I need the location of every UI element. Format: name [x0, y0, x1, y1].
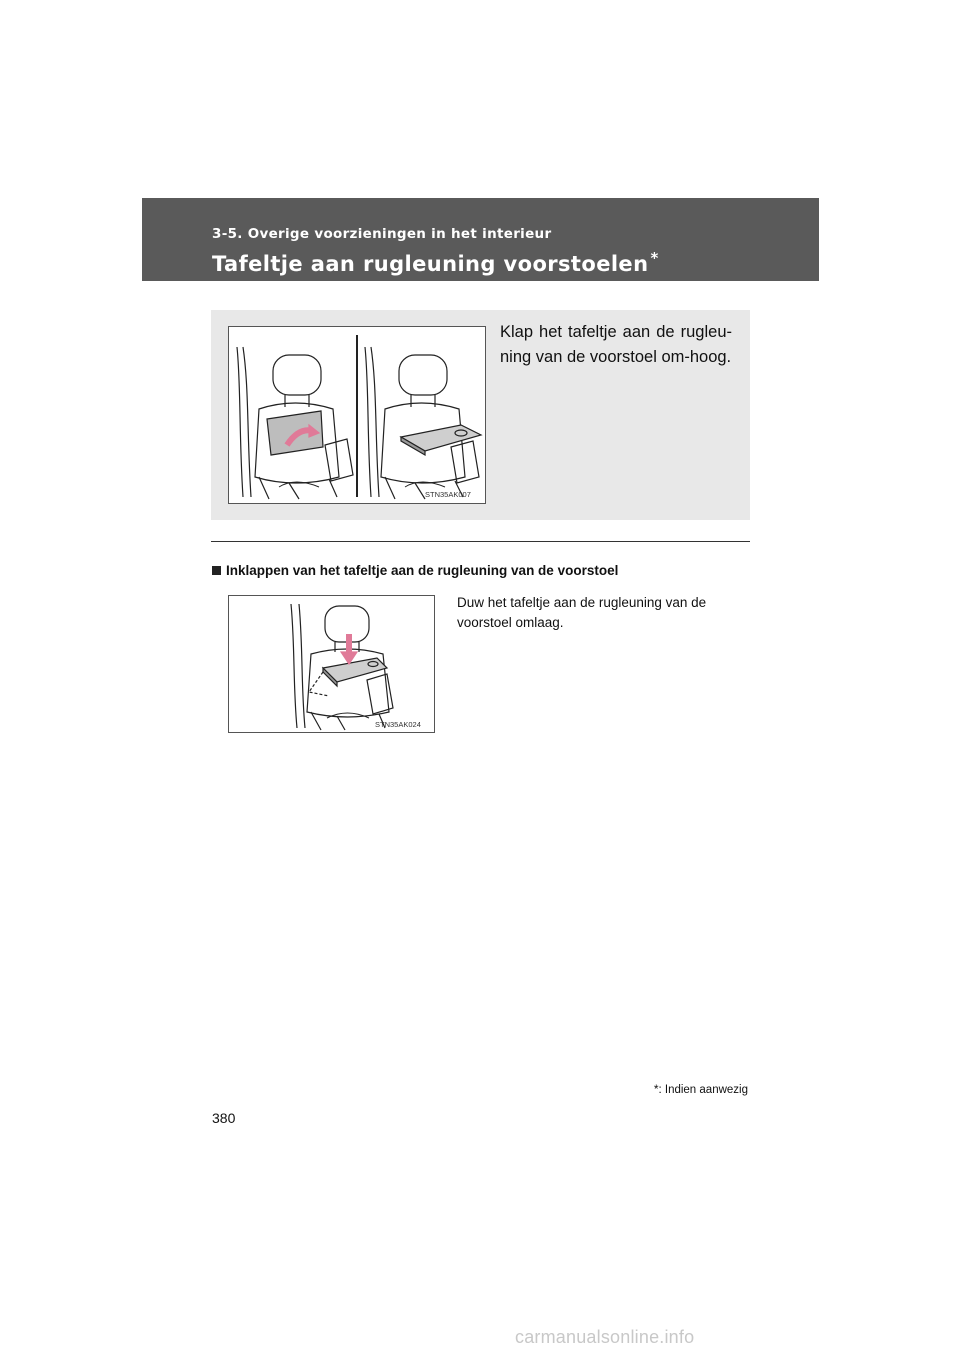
watermark: carmanualsonline.info — [515, 1327, 695, 1347]
section-label: 3-5. Overige voorzieningen in het interieur — [212, 226, 552, 242]
divider-line — [211, 541, 750, 542]
asterisk-icon: * — [653, 1082, 659, 1096]
footnote-text: : Indien aanwezig — [658, 1084, 748, 1096]
page-title — [212, 249, 659, 276]
figure-code-2: STN35AK024 — [375, 720, 421, 729]
seat-table-illustration-unfold — [228, 326, 486, 504]
figure-code-1: STN35AK007 — [425, 490, 471, 499]
subsection-heading — [212, 563, 618, 578]
seat-table-illustration-fold — [228, 595, 435, 733]
subsection-text: Duw het tafeltje aan de rugleuning van de voorstoel omlaag. — [457, 595, 707, 630]
footnote — [600, 1082, 748, 1096]
asterisk-icon: * — [650, 249, 659, 267]
page-title-text: Tafeltje aan rugleuning voorstoelen — [212, 252, 649, 276]
seat-illustration-svg — [229, 327, 485, 503]
instruction-text: Klap het tafeltje aan de rugleu-ning van de voorstoel om-hoog. — [500, 323, 732, 366]
page-number: 380 — [212, 1110, 236, 1126]
subsection-heading-text: Inklappen van het tafeltje aan de rugleuning van de voorstoel — [226, 563, 619, 578]
square-bullet-icon — [212, 566, 221, 575]
header-bar — [142, 198, 819, 281]
instruction-box — [211, 310, 750, 520]
fold-illustration-svg — [229, 596, 434, 732]
